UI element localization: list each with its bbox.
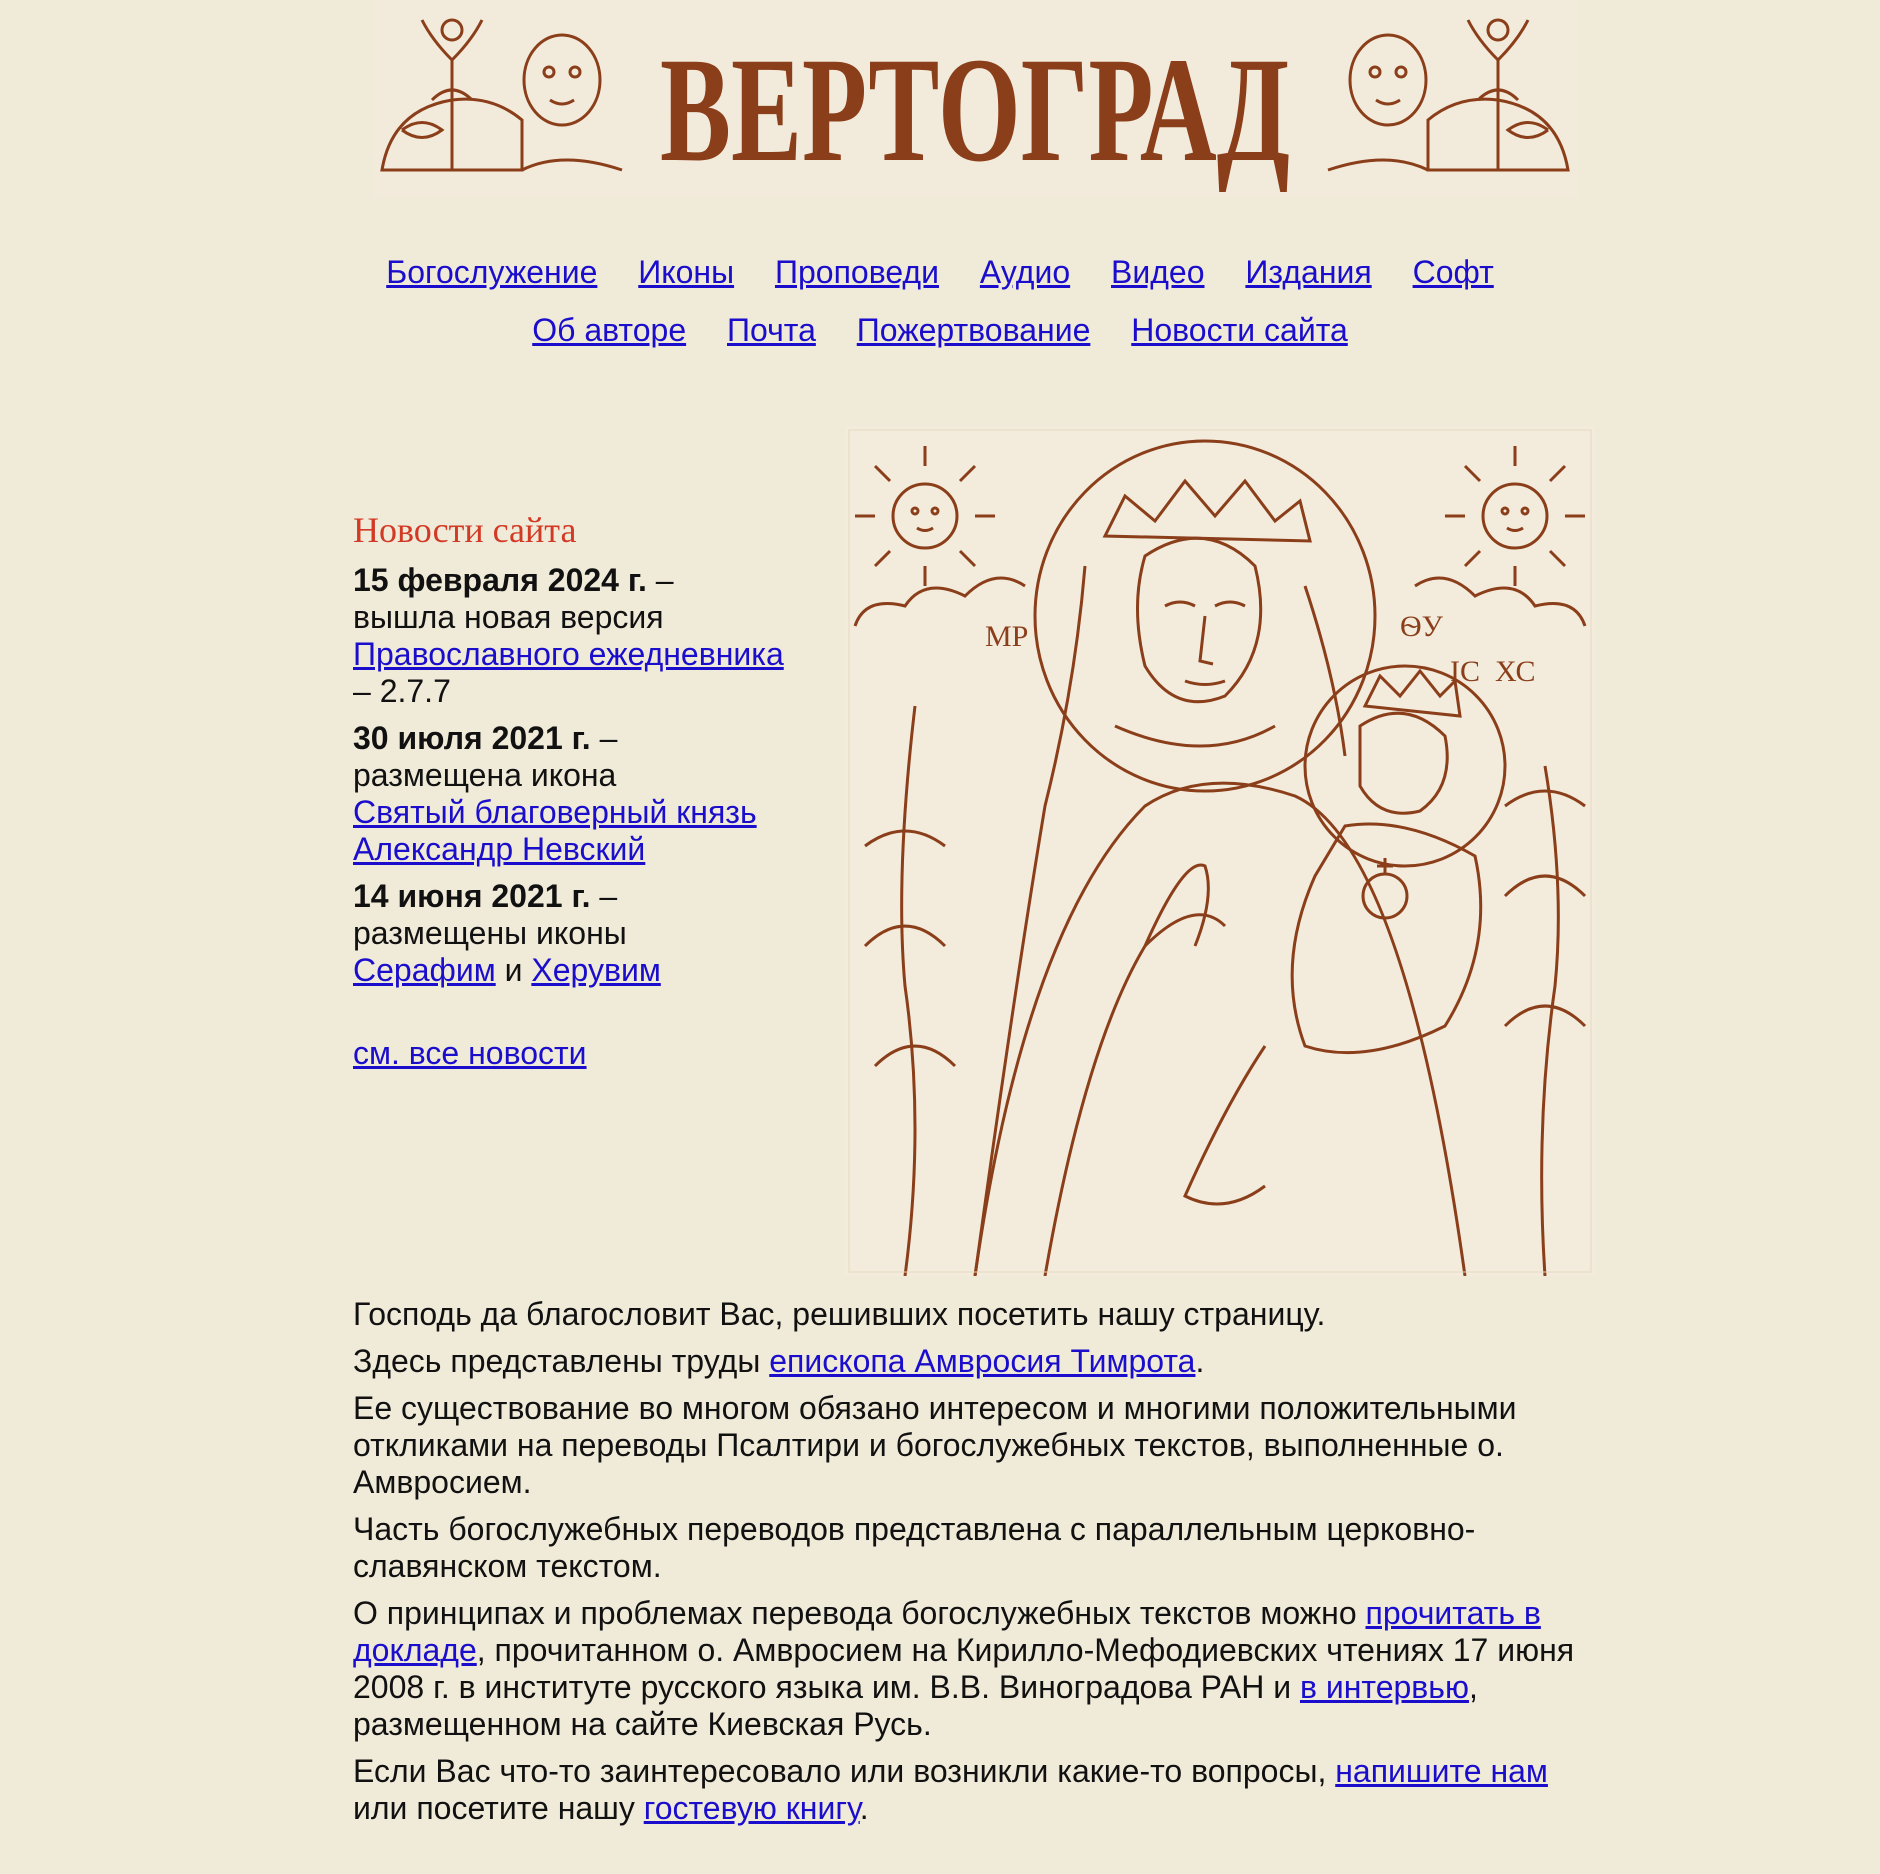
link-bishop-ambrose[interactable]: епископа Амвросия Тимрота (769, 1343, 1196, 1379)
intro-p2 (353, 1343, 1593, 1380)
child-face (1360, 713, 1447, 813)
icon-label-is: ІС (1450, 655, 1480, 688)
news-date: 30 июля 2021 г. (353, 720, 591, 756)
news-item (353, 562, 793, 710)
right-lion-icon (1328, 35, 1568, 170)
child-leg (1185, 1046, 1265, 1204)
news-conjunction: и (495, 952, 532, 988)
nav-software[interactable]: Софт (1412, 254, 1494, 290)
left-lion-icon (382, 35, 622, 170)
plant-left (902, 706, 915, 1276)
sun-left-icon (855, 446, 995, 586)
nav-sermons[interactable]: Проповеди (774, 254, 939, 290)
intro-text-span: . (1195, 1343, 1205, 1379)
main-nav-row-2 (0, 310, 1880, 350)
news-date: 14 июня 2021 г. (353, 878, 591, 914)
news-link-seraphim[interactable]: Серафим (353, 952, 496, 988)
nav-liturgy[interactable]: Богослужение (386, 254, 598, 290)
news-item (353, 878, 793, 989)
news-panel (353, 508, 793, 1072)
nav-publications[interactable]: Издания (1245, 254, 1372, 290)
news-dash: – (590, 720, 618, 756)
site-title: ВЕРТОГРАД (660, 27, 1290, 193)
news-date: 15 февраля 2024 г. (353, 562, 647, 598)
icon-label-xs: ХС (1495, 655, 1536, 688)
news-link-cherubim[interactable]: Херувим (531, 952, 661, 988)
nav-about-author[interactable]: Об авторе (532, 312, 687, 348)
nav-site-news[interactable]: Новости сайта (1131, 312, 1348, 348)
news-dash: – (590, 878, 618, 914)
news-text: размещены иконы (353, 915, 627, 951)
intro-text-span: . (859, 1790, 869, 1826)
intro-text-span: или посетите нашу (353, 1790, 644, 1826)
nav-audio[interactable]: Аудио (979, 254, 1071, 290)
mother-robe (975, 783, 1465, 1276)
news-dash: – (646, 562, 674, 598)
news-version: – 2.7.7 (353, 673, 451, 709)
link-write-us[interactable]: напишите нам (1335, 1753, 1548, 1789)
link-interview[interactable]: в интервью (1299, 1669, 1469, 1705)
nav-video[interactable]: Видео (1111, 254, 1205, 290)
intro-text-span: , размещенном на сайте Киевская Русь. (353, 1669, 1478, 1742)
link-guestbook[interactable]: гостевую книгу (643, 1790, 860, 1826)
intro-p1: Господь да благословит Вас, решивших посетить нашу страницу. (353, 1296, 1326, 1332)
intro-text-span: О принципах и проблемах перевода богослужебных текстов можно (353, 1595, 1366, 1631)
mother-hand (1145, 865, 1208, 946)
icon-label-mp: МР (985, 620, 1029, 653)
site-banner (372, 0, 1578, 198)
intro-text-span: Здесь представлены труды (353, 1343, 770, 1379)
intro-text-span: , прочитанном о. Амвросием на Кирилло-Мефодиевских чтениях 17 июня 2008 г. в институте русского языка им. В.В. Виноградова РАН и (353, 1632, 1575, 1705)
intro-text-span: Если Вас что-то заинтересовало или возникли какие-то вопросы, (353, 1753, 1336, 1789)
nav-donation[interactable]: Пожертвование (856, 312, 1091, 348)
news-link-calendar[interactable]: Православного ежедневника (353, 636, 784, 672)
nav-icons[interactable]: Иконы (638, 254, 735, 290)
theotokos-icon (845, 426, 1595, 1276)
news-text: размещена икона (353, 757, 617, 793)
intro-p5 (353, 1595, 1593, 1743)
all-news-link[interactable]: см. все новости (353, 1035, 587, 1071)
news-link-alexander-nevsky[interactable]: Святый благоверный князь Александр Невский (353, 794, 757, 867)
intro-text (353, 1296, 1593, 1837)
plant-right (1542, 766, 1559, 1276)
orb-icon (1363, 874, 1407, 918)
crown-icon (1105, 481, 1310, 541)
icon-label-thu: ѲУ (1400, 610, 1443, 643)
intro-p3: Ее существование во многом обязано интересом и многими положительными откликами на переводы Псалтири и богослужебных текстов, выполненные о. Амвросием. (353, 1390, 1517, 1500)
link-read-report[interactable]: прочитать в докладе (353, 1595, 1541, 1668)
mother-face (1138, 538, 1261, 701)
news-item (353, 720, 793, 868)
theotokos-icon-image (845, 426, 1595, 1276)
intro-p6 (353, 1753, 1593, 1827)
news-text: вышла новая версия (353, 599, 664, 635)
intro-p4: Часть богослужебных переводов представлена с параллельным церковно-славянском текстом. (353, 1511, 1476, 1584)
sun-right-icon (1445, 446, 1585, 586)
banner-ornament (372, 0, 1578, 198)
nav-mail[interactable]: Почта (727, 312, 816, 348)
child-crown-icon (1365, 671, 1460, 716)
news-heading: Новости сайта (353, 510, 577, 550)
main-nav-row-1 (0, 252, 1880, 292)
left-bird-icon (422, 20, 482, 170)
right-bird-icon (1468, 20, 1528, 170)
child-halo (1305, 666, 1505, 866)
cloud-left (855, 578, 1025, 626)
